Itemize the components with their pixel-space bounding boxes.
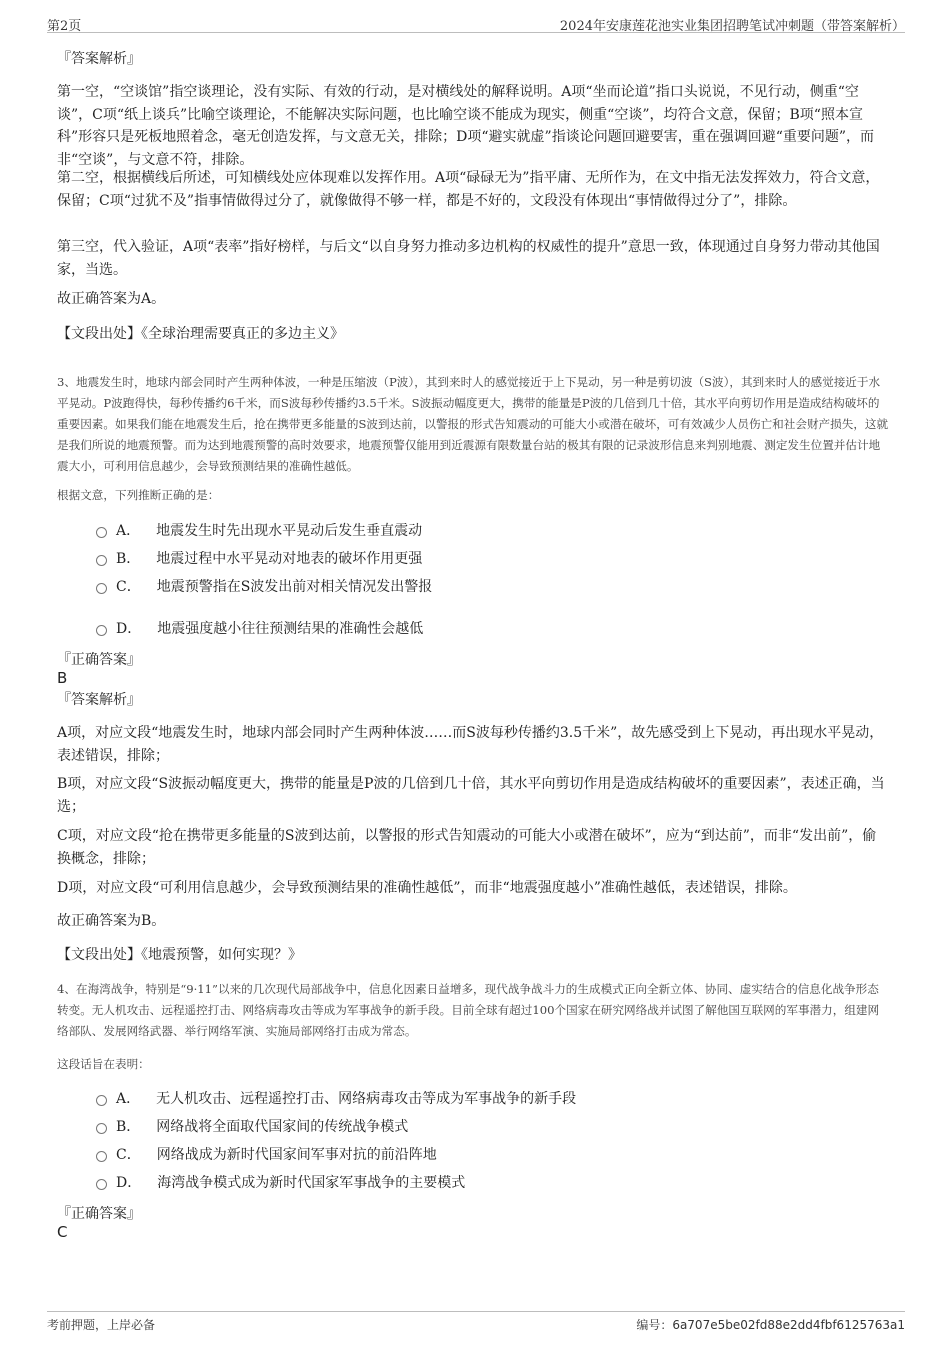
q3-source: 【文段出处】《地震预警，如何实现？》: [57, 947, 302, 963]
q4-stem: 4、在海湾战争，特别是“9·11”以来的几次现代局部战争中，信息化因素日益增多，现代战争战斗力的生成模式正向全新立体、协同、虚实结合的信息化战争形态转变。无人机攻击、远程遥控打击、网络病毒攻击等成为军事战争的新手段。目前全球有超过100个国家在研究网络战并试图了解他国互联网的军事潜力，组建网络部队、发展网络武器、举行网络军演、实施局部网络打击成为常态。: [57, 982, 880, 1038]
document-title: 2024年安康莲花池实业集团招聘笔试冲刺题（带答案解析）: [559, 19, 905, 34]
page-header: [47, 10, 905, 33]
radio-button-icon[interactable]: [96, 1123, 107, 1134]
radio-button-icon[interactable]: [96, 583, 107, 594]
q2-analysis-p1: 第一空，“空谈馆”指空谈理论，没有实际、有效的行动，是对横线处的解释说明。A项“坐而论道”指口头说说，不见行动，侧重“空谈”，C项“纸上谈兵”比喻空谈理论，不能解决实际问题，也比喻空谈不能成为现实，侧重“空谈”，均符合文意，保留；B项“照本宣科”形容只是死板地照着念，毫无创造发挥，与文意无关，排除；D项“避实就虚”指谈论问题回避要害，重在强调回避“重要问题”，而非“空谈”，与文意不符，排除。: [57, 84, 875, 168]
q4-option-d[interactable]: D． 海湾战争模式成为新时代国家军事战争的主要模式: [96, 1172, 465, 1194]
q3-answer: B: [57, 669, 68, 687]
radio-button-icon[interactable]: [96, 555, 107, 566]
q3-conclusion: 故正确答案为B。: [57, 913, 166, 929]
q2-analysis-p3: 第三空，代入验证，A项“表率”指好榜样，与后文“以自身努力推动多边机构的权威性的提升”意思一致，体现通过自身努力带动其他国家，当选。: [57, 239, 880, 278]
q2-analysis-p2: 第二空，根据横线后所述，可知横线处应体现难以发挥作用。A项“碌碌无为”指平庸、无所作为，在文中指无法发挥效力，符合文意，保留；C项“过犹不及”指事情做得过分了，就像做得不够一样，都是不好的，文段没有体现出“事情做得过分了”，排除。: [57, 170, 880, 209]
q2-source: 【文段出处】《全球治理需要真正的多边主义》: [57, 326, 344, 342]
q3-analysis-c: C项，对应文段“抢在携带更多能量的S波到达前，以警报的形式告知震动的可能大小或潜在破坏”，应为“到达前”，而非“发出前”，偷换概念，排除；: [57, 828, 877, 867]
q2-analysis-label: 『答案解析』: [57, 51, 141, 67]
footer-slogan: 考前押题，上岸必备: [47, 1318, 156, 1332]
page-number: 第2页: [47, 19, 82, 34]
q3-option-a[interactable]: A． 地震发生时先出现水平晃动后发生垂直震动: [96, 520, 422, 542]
q3-option-c[interactable]: C． 地震预警指在S波发出前对相关情况发出警报: [96, 576, 432, 598]
radio-button-icon[interactable]: [96, 1179, 107, 1190]
q3-stem: 3、地震发生时，地球内部会同时产生两种体波，一种是压缩波（P波），其到来时人的感觉接近于上下晃动，另一种是剪切波（S波），其到来时人的感觉接近于水平晃动。P波跑得快，每秒传播约6千米，而S波每秒传播约3.5千米。S波振动幅度更大，携带的能量是P波的几倍到几十倍，其水平向剪切作用是造成结构破坏的重要因素。如果我们能在地震发生后，抢在携带更多能量的S波到达前，以警报的形式告知震动的可能大小或潜在破坏，可有效减少人员伤亡和社会财产损失，这就是我们所说的地震预警。而为达到地震预警的高时效要求，地震预警仅能用到近震源有限数量台站的极其有限的记录波形信息来判别地震、测定发生位置并估计地震大小，可利用信息越少，会导致预测结果的准确性越低。: [57, 375, 889, 473]
radio-button-icon[interactable]: [96, 527, 107, 538]
q4-option-c[interactable]: C． 网络战成为新时代国家间军事对抗的前沿阵地: [96, 1144, 437, 1166]
q3-analysis-a: A项，对应文段“地震发生时，地球内部会同时产生两种体波……而S波每秒传播约3.5千米”，故先感受到上下晃动，再出现水平晃动，表述错误，排除；: [57, 725, 884, 764]
document-id: 编号：6a707e5be02fd88e2dd4fbf6125763a1: [636, 1318, 905, 1332]
radio-button-icon[interactable]: [96, 1095, 107, 1106]
q2-conclusion: 故正确答案为A。: [57, 291, 166, 307]
q3-prompt: 根据文意，下列推断正确的是：: [57, 488, 220, 502]
q4-answer-label: 『正确答案』: [57, 1206, 141, 1222]
radio-button-icon[interactable]: [96, 1151, 107, 1162]
q4-option-a[interactable]: A． 无人机攻击、远程遥控打击、网络病毒攻击等成为军事战争的新手段: [96, 1088, 576, 1110]
q3-analysis-b: B项，对应文段“S波振动幅度更大，携带的能量是P波的几倍到几十倍，其水平向剪切作用是造成结构破坏的重要因素”，表述正确，当选；: [57, 776, 885, 815]
page-footer: [47, 1311, 905, 1332]
radio-button-icon[interactable]: [96, 625, 107, 636]
q3-analysis-d: D项，对应文段“可利用信息越少，会导致预测结果的准确性越低”，而非“地震强度越小”准确性越低，表述错误，排除。: [57, 880, 797, 896]
q3-analysis-label: 『答案解析』: [57, 692, 141, 708]
q4-option-b[interactable]: B． 网络战将全面取代国家间的传统战争模式: [96, 1116, 408, 1138]
q3-option-b[interactable]: B． 地震过程中水平晃动对地表的破坏作用更强: [96, 548, 422, 570]
q3-option-d[interactable]: D． 地震强度越小往往预测结果的准确性会越低: [96, 618, 423, 640]
q4-prompt: 这段话旨在表明：: [57, 1057, 150, 1071]
q4-answer: C: [57, 1223, 68, 1241]
q3-answer-label: 『正确答案』: [57, 652, 141, 668]
